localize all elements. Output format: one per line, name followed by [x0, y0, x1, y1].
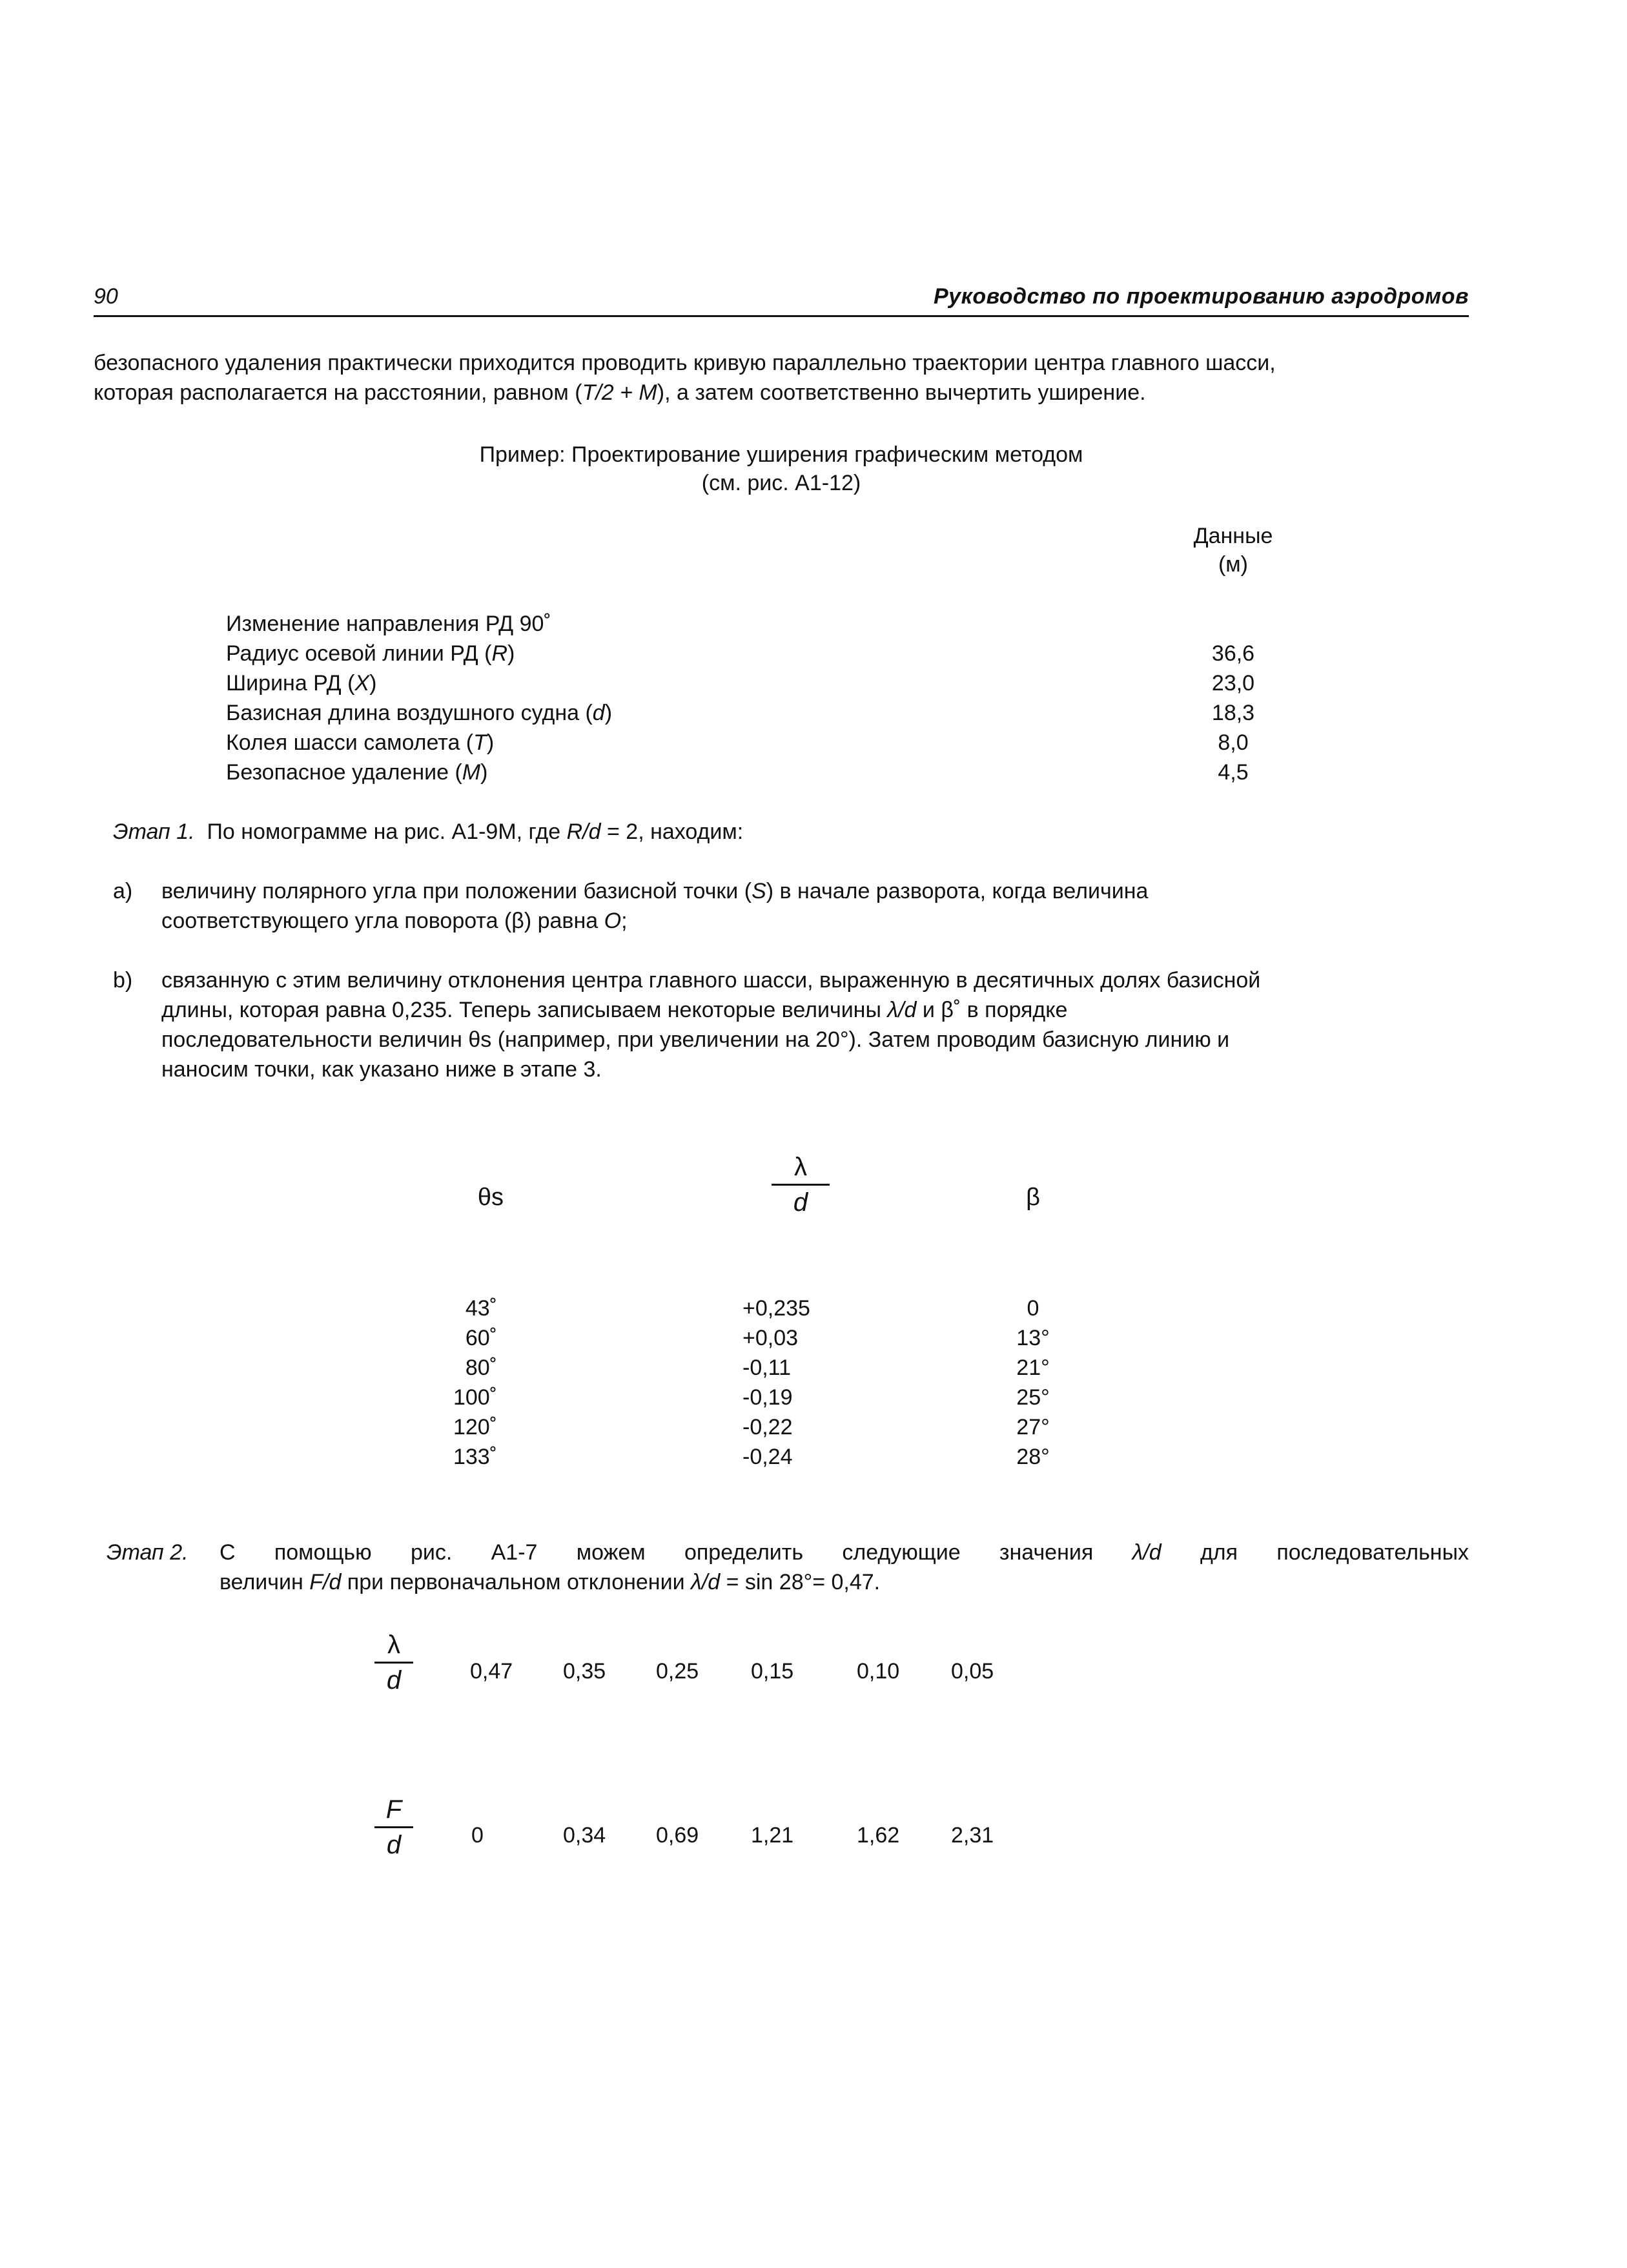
param-label: Радиус осевой линии РД (R) [226, 641, 515, 666]
item-b-line-4: наносим точки, как указано ниже в этапе 3. [161, 1057, 602, 1082]
example-title: Пример: Проектирование уширения графическим методом [479, 442, 1083, 467]
table1-theta-column: 43˚ 60˚ 80˚ 100˚ 120˚ 133˚ [453, 1296, 497, 1469]
table1-header-lambda-d: $\frac{\lambda}{d}$ [772, 1153, 830, 1217]
param-value: 4,5 [1218, 760, 1249, 785]
param-value: 18,3 [1211, 701, 1255, 725]
table2-row1-values: 0,47 0,35 0,25 0,15 0,10 0,05 [470, 1659, 994, 1684]
table1-header-beta: β [1026, 1184, 1040, 1211]
item-b-line-2: длины, которая равна 0,235. Теперь записываем некоторые величины λ/d и β˚ в порядке [161, 998, 1068, 1022]
header-rule [94, 315, 1469, 317]
param-label: Базисная длина воздушного судна (d) [226, 701, 613, 725]
table2-row2-fraction: $\frac{F}{d}$ [374, 1795, 413, 1859]
item-a-line-1: величину полярного угла при положении базисной точки (S) в начале разворота, когда величина [161, 879, 1149, 903]
step2-line-2: величин F/d при первоначальном отклонении λ/d = sin 28°= 0,47. [220, 1570, 881, 1594]
param-label: Изменение направления РД 90˚ [226, 612, 551, 636]
intro-line-2: которая располагается на расстоянии, равном (T/2 + M), а затем соответственно вычертить уширение. [94, 380, 1146, 405]
table2-row2-values: 0 0,34 0,69 1,21 1,62 2,31 [471, 1823, 994, 1848]
param-label: Колея шасси самолета (T) [226, 730, 495, 755]
list-marker-a: a) [113, 879, 133, 903]
table2-row1-fraction: $\frac{\lambda}{d}$ [374, 1631, 413, 1695]
data-header-line-1: Данные [1193, 524, 1273, 548]
param-label: Ширина РД (X) [226, 671, 377, 696]
item-b-line-1: связанную с этим величину отклонения центра главного шасси, выраженную в десятичных долях базисной [161, 968, 1261, 993]
intro-line-1: безопасного удаления практически приходится проводить кривую параллельно траектории центра главного шасси, [94, 351, 1276, 375]
param-value: 23,0 [1211, 671, 1255, 696]
data-header-line-2: (м) [1218, 552, 1249, 577]
example-subtitle: (см. рис. А1-12) [701, 471, 861, 495]
list-marker-b: b) [113, 968, 133, 993]
param-value: 36,6 [1211, 641, 1255, 666]
step1-heading: Этап 1. По номограмме на рис. А1-9М, где R/d = 2, находим: [113, 820, 744, 844]
step2-label: Этап 2. [107, 1540, 189, 1565]
item-b-line-3: последовательности величин θs (например, при увеличении на 20°). Затем проводим базисную линию и [161, 1027, 1230, 1052]
step2-line-1: С помощью рис. А1-7 можем определить следующие значения λ/d для последовательных [220, 1540, 1469, 1565]
item-a-line-2: соответствующего угла поворота (β) равна O; [161, 909, 628, 933]
table1-lambda-column: +0,235 +0,03 -0,11 -0,19 -0,22 -0,24 [742, 1296, 810, 1469]
page-number: 90 [94, 284, 118, 309]
param-label: Безопасное удаление (M) [226, 760, 488, 785]
table1-beta-column: 0 13° 21° 25° 27° 28° [1016, 1296, 1050, 1469]
table1-header-theta: θs [477, 1184, 504, 1211]
param-value: 8,0 [1218, 730, 1249, 755]
running-title: Руководство по проектированию аэродромов [934, 284, 1469, 309]
